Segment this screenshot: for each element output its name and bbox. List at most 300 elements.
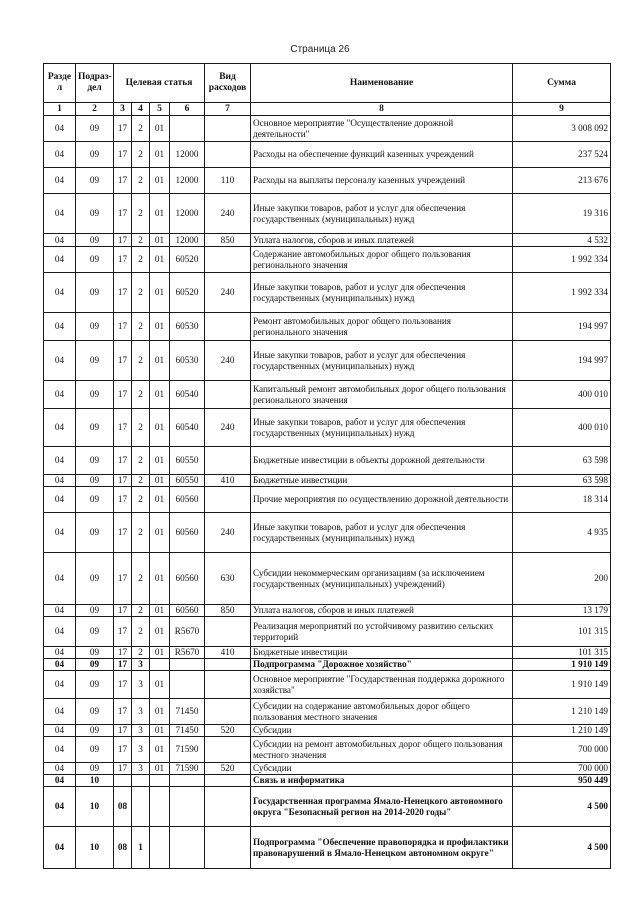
naimenovanie-cell: Уплата налогов, сборов и иных платежей xyxy=(251,605,513,617)
summa-cell: 4 500 xyxy=(513,787,611,827)
podrazdel-cell: 09 xyxy=(76,671,114,699)
statya-subprogram-cell: 2 xyxy=(132,142,150,168)
podrazdel-cell: 09 xyxy=(76,553,114,605)
table-body xyxy=(44,116,611,869)
statya-subprogram-cell: 2 xyxy=(132,513,150,553)
header-podrazdel: Подраз- дел xyxy=(76,64,114,103)
naimenovanie-cell: Ремонт автомобильных дорог общего пользования регионального значения xyxy=(251,313,513,341)
podrazdel-cell: 09 xyxy=(76,116,114,142)
statya-program-cell: 17 xyxy=(114,194,132,234)
header-summa: Сумма xyxy=(513,64,611,103)
summa-cell: 1 992 334 xyxy=(513,273,611,313)
table-row xyxy=(44,381,611,409)
statya-subprogram-cell: 2 xyxy=(132,273,150,313)
razdel-cell: 04 xyxy=(44,659,76,671)
summa-cell: 200 xyxy=(513,553,611,605)
summa-cell: 213 676 xyxy=(513,168,611,194)
statya-event-cell: 01 xyxy=(150,671,170,699)
statya-direction-cell: 71590 xyxy=(170,737,205,763)
summa-cell: 1 210 149 xyxy=(513,725,611,737)
podrazdel-cell: 09 xyxy=(76,247,114,273)
statya-direction-cell: 60530 xyxy=(170,341,205,381)
statya-subprogram-cell: 3 xyxy=(132,671,150,699)
statya-subprogram-cell: 2 xyxy=(132,553,150,605)
vid-rashodov-cell: 520 xyxy=(205,725,251,737)
statya-direction-cell xyxy=(170,116,205,142)
statya-event-cell: 01 xyxy=(150,763,170,775)
statya-direction-cell xyxy=(170,659,205,671)
naimenovanie-cell: Иные закупки товаров, работ и услуг для обеспечения государственных (муниципальных) нужд xyxy=(251,194,513,234)
statya-event-cell xyxy=(150,659,170,671)
razdel-cell: 04 xyxy=(44,487,76,513)
podrazdel-cell: 09 xyxy=(76,475,114,487)
razdel-cell: 04 xyxy=(44,725,76,737)
naimenovanie-cell: Иные закупки товаров, работ и услуг для обеспечения государственных (муниципальных) нужд xyxy=(251,513,513,553)
table-header-row xyxy=(44,64,611,103)
summa-cell: 101 315 xyxy=(513,617,611,647)
table-row xyxy=(44,409,611,447)
table-row xyxy=(44,447,611,475)
statya-direction-cell: 12000 xyxy=(170,234,205,247)
podrazdel-cell: 10 xyxy=(76,827,114,869)
statya-subprogram-cell: 2 xyxy=(132,447,150,475)
table-row xyxy=(44,671,611,699)
statya-subprogram-cell: 2 xyxy=(132,605,150,617)
statya-program-cell: 17 xyxy=(114,659,132,671)
razdel-cell: 04 xyxy=(44,381,76,409)
podrazdel-cell: 09 xyxy=(76,341,114,381)
vid-rashodov-cell xyxy=(205,775,251,787)
razdel-cell: 04 xyxy=(44,787,76,827)
statya-program-cell: 08 xyxy=(114,827,132,869)
statya-event-cell: 01 xyxy=(150,647,170,659)
podrazdel-cell: 09 xyxy=(76,647,114,659)
table-row xyxy=(44,763,611,775)
razdel-cell: 04 xyxy=(44,447,76,475)
naimenovanie-cell: Иные закупки товаров, работ и услуг для обеспечения государственных (муниципальных) нужд xyxy=(251,341,513,381)
statya-direction-cell xyxy=(170,827,205,869)
vid-rashodov-cell xyxy=(205,247,251,273)
podrazdel-cell: 09 xyxy=(76,763,114,775)
summa-cell: 194 997 xyxy=(513,313,611,341)
summa-cell: 950 449 xyxy=(513,775,611,787)
statya-program-cell: 17 xyxy=(114,513,132,553)
statya-subprogram-cell: 3 xyxy=(132,659,150,671)
summa-cell: 700 000 xyxy=(513,763,611,775)
statya-subprogram-cell: 2 xyxy=(132,341,150,381)
table-row xyxy=(44,142,611,168)
statya-program-cell: 17 xyxy=(114,617,132,647)
razdel-cell: 04 xyxy=(44,313,76,341)
podrazdel-cell: 09 xyxy=(76,194,114,234)
statya-event-cell xyxy=(150,827,170,869)
statya-event-cell: 01 xyxy=(150,475,170,487)
statya-program-cell: 17 xyxy=(114,247,132,273)
razdel-cell: 04 xyxy=(44,763,76,775)
vid-rashodov-cell xyxy=(205,313,251,341)
statya-subprogram-cell: 2 xyxy=(132,247,150,273)
vid-rashodov-cell xyxy=(205,617,251,647)
summa-cell: 63 598 xyxy=(513,475,611,487)
statya-event-cell: 01 xyxy=(150,381,170,409)
statya-subprogram-cell: 2 xyxy=(132,617,150,647)
statya-program-cell: 17 xyxy=(114,553,132,605)
podrazdel-cell: 09 xyxy=(76,737,114,763)
statya-direction-cell xyxy=(170,671,205,699)
statya-subprogram-cell: 3 xyxy=(132,763,150,775)
vid-rashodov-cell: 240 xyxy=(205,341,251,381)
statya-program-cell xyxy=(114,775,132,787)
naimenovanie-cell: Государственная программа Ямало-Ненецкого автономного округа "Безопасный регион на 2014-2020 годы" xyxy=(251,787,513,827)
summa-cell: 1 910 149 xyxy=(513,659,611,671)
table-row xyxy=(44,737,611,763)
vid-rashodov-cell: 520 xyxy=(205,763,251,775)
summa-cell: 4 935 xyxy=(513,513,611,553)
statya-direction-cell: R5670 xyxy=(170,647,205,659)
statya-event-cell xyxy=(150,787,170,827)
razdel-cell: 04 xyxy=(44,194,76,234)
vid-rashodov-cell: 410 xyxy=(205,647,251,659)
naimenovanie-cell: Связь и информатика xyxy=(251,775,513,787)
statya-program-cell: 08 xyxy=(114,787,132,827)
vid-rashodov-cell xyxy=(205,381,251,409)
statya-program-cell: 17 xyxy=(114,737,132,763)
razdel-cell: 04 xyxy=(44,234,76,247)
statya-subprogram-cell: 2 xyxy=(132,194,150,234)
podrazdel-cell: 09 xyxy=(76,168,114,194)
naimenovanie-cell: Бюджетные инвестиции xyxy=(251,475,513,487)
table-row xyxy=(44,116,611,142)
summa-cell: 3 008 092 xyxy=(513,116,611,142)
table-row xyxy=(44,168,611,194)
naimenovanie-cell: Бюджетные инвестиции xyxy=(251,647,513,659)
statya-event-cell: 01 xyxy=(150,116,170,142)
vid-rashodov-cell: 630 xyxy=(205,553,251,605)
table-row xyxy=(44,273,611,313)
statya-subprogram-cell: 2 xyxy=(132,234,150,247)
podrazdel-cell: 09 xyxy=(76,617,114,647)
statya-event-cell: 01 xyxy=(150,247,170,273)
podrazdel-cell: 09 xyxy=(76,659,114,671)
vid-rashodov-cell xyxy=(205,827,251,869)
statya-subprogram-cell: 2 xyxy=(132,381,150,409)
statya-direction-cell: 60520 xyxy=(170,247,205,273)
statya-event-cell: 01 xyxy=(150,168,170,194)
razdel-cell: 04 xyxy=(44,553,76,605)
statya-direction-cell: 60560 xyxy=(170,553,205,605)
statya-subprogram-cell: 2 xyxy=(132,116,150,142)
statya-program-cell: 17 xyxy=(114,313,132,341)
summa-cell: 194 997 xyxy=(513,341,611,381)
statya-program-cell: 17 xyxy=(114,725,132,737)
statya-subprogram-cell: 1 xyxy=(132,827,150,869)
statya-subprogram-cell: 2 xyxy=(132,487,150,513)
summa-cell: 4 500 xyxy=(513,827,611,869)
vid-rashodov-cell xyxy=(205,671,251,699)
table-row xyxy=(44,787,611,827)
table-row xyxy=(44,659,611,671)
summa-cell: 19 316 xyxy=(513,194,611,234)
table-row xyxy=(44,487,611,513)
vid-rashodov-cell: 110 xyxy=(205,168,251,194)
razdel-cell: 04 xyxy=(44,647,76,659)
statya-direction-cell: 71450 xyxy=(170,725,205,737)
statya-program-cell: 17 xyxy=(114,671,132,699)
podrazdel-cell: 09 xyxy=(76,273,114,313)
naimenovanie-cell: Субсидии на ремонт автомобильных дорог общего пользования местного значения xyxy=(251,737,513,763)
header-razdel: Разде л xyxy=(44,64,76,103)
podrazdel-cell: 09 xyxy=(76,699,114,725)
podrazdel-cell: 10 xyxy=(76,775,114,787)
col-number: 6 xyxy=(170,103,205,116)
podrazdel-cell: 09 xyxy=(76,381,114,409)
statya-program-cell: 17 xyxy=(114,487,132,513)
summa-cell: 1 210 149 xyxy=(513,699,611,725)
razdel-cell: 04 xyxy=(44,827,76,869)
statya-program-cell: 17 xyxy=(114,475,132,487)
statya-program-cell: 17 xyxy=(114,699,132,725)
statya-direction-cell: 60560 xyxy=(170,487,205,513)
table-row xyxy=(44,313,611,341)
statya-event-cell: 01 xyxy=(150,313,170,341)
col-number: 8 xyxy=(251,103,513,116)
summa-cell: 1 992 334 xyxy=(513,247,611,273)
razdel-cell: 04 xyxy=(44,247,76,273)
naimenovanie-cell: Уплата налогов, сборов и иных платежей xyxy=(251,234,513,247)
vid-rashodov-cell: 410 xyxy=(205,475,251,487)
vid-rashodov-cell xyxy=(205,699,251,725)
naimenovanie-cell: Реализация мероприятий по устойчивому развитию сельских территорий xyxy=(251,617,513,647)
statya-subprogram-cell: 2 xyxy=(132,647,150,659)
statya-subprogram-cell: 2 xyxy=(132,313,150,341)
col-number: 7 xyxy=(205,103,251,116)
statya-direction-cell: 12000 xyxy=(170,142,205,168)
vid-rashodov-cell: 240 xyxy=(205,194,251,234)
statya-event-cell: 01 xyxy=(150,447,170,475)
razdel-cell: 04 xyxy=(44,116,76,142)
podrazdel-cell: 10 xyxy=(76,787,114,827)
statya-event-cell: 01 xyxy=(150,617,170,647)
naimenovanie-cell: Подпрограмма "Дорожное хозяйство" xyxy=(251,659,513,671)
summa-cell: 237 524 xyxy=(513,142,611,168)
naimenovanie-cell: Капитальный ремонт автомобильных дорог общего пользования регионального значения xyxy=(251,381,513,409)
statya-program-cell: 17 xyxy=(114,605,132,617)
statya-subprogram-cell: 2 xyxy=(132,475,150,487)
summa-cell: 4 532 xyxy=(513,234,611,247)
razdel-cell: 04 xyxy=(44,273,76,313)
statya-event-cell: 01 xyxy=(150,513,170,553)
summa-cell: 1 910 149 xyxy=(513,671,611,699)
table-row xyxy=(44,827,611,869)
statya-direction-cell: 60520 xyxy=(170,273,205,313)
summa-cell: 18 314 xyxy=(513,487,611,513)
statya-program-cell: 17 xyxy=(114,168,132,194)
statya-direction-cell: 60540 xyxy=(170,409,205,447)
vid-rashodov-cell xyxy=(205,659,251,671)
razdel-cell: 04 xyxy=(44,605,76,617)
podrazdel-cell: 09 xyxy=(76,725,114,737)
podrazdel-cell: 09 xyxy=(76,409,114,447)
statya-direction-cell: 60560 xyxy=(170,605,205,617)
podrazdel-cell: 09 xyxy=(76,313,114,341)
statya-program-cell: 17 xyxy=(114,409,132,447)
naimenovanie-cell: Прочие мероприятия по осуществлению дорожной деятельности xyxy=(251,487,513,513)
summa-cell: 101 315 xyxy=(513,647,611,659)
statya-direction-cell: 60550 xyxy=(170,447,205,475)
statya-subprogram-cell: 2 xyxy=(132,409,150,447)
summa-cell: 13 179 xyxy=(513,605,611,617)
razdel-cell: 04 xyxy=(44,671,76,699)
col-number: 3 xyxy=(114,103,132,116)
statya-event-cell xyxy=(150,775,170,787)
vid-rashodov-cell: 240 xyxy=(205,273,251,313)
statya-program-cell: 17 xyxy=(114,116,132,142)
podrazdel-cell: 09 xyxy=(76,142,114,168)
table-row xyxy=(44,247,611,273)
podrazdel-cell: 09 xyxy=(76,234,114,247)
statya-program-cell: 17 xyxy=(114,142,132,168)
statya-direction-cell: 60540 xyxy=(170,381,205,409)
statya-event-cell: 01 xyxy=(150,273,170,313)
header-naimenovanie: Наименование xyxy=(251,64,513,103)
table-row xyxy=(44,234,611,247)
statya-direction-cell: 71450 xyxy=(170,699,205,725)
statya-program-cell: 17 xyxy=(114,763,132,775)
razdel-cell: 04 xyxy=(44,737,76,763)
statya-subprogram-cell: 3 xyxy=(132,725,150,737)
statya-event-cell: 01 xyxy=(150,725,170,737)
statya-subprogram-cell xyxy=(132,775,150,787)
statya-subprogram-cell: 2 xyxy=(132,168,150,194)
table-row xyxy=(44,194,611,234)
table-row xyxy=(44,475,611,487)
column-number-row xyxy=(44,103,611,116)
header-vid-rashodov: Вид расходов xyxy=(205,64,251,103)
podrazdel-cell: 09 xyxy=(76,605,114,617)
statya-subprogram-cell: 3 xyxy=(132,737,150,763)
razdel-cell: 04 xyxy=(44,617,76,647)
statya-event-cell: 01 xyxy=(150,142,170,168)
statya-event-cell: 01 xyxy=(150,605,170,617)
col-number: 4 xyxy=(132,103,150,116)
naimenovanie-cell: Расходы на обеспечение функций казенных учреждений xyxy=(251,142,513,168)
statya-event-cell: 01 xyxy=(150,409,170,447)
naimenovanie-cell: Иные закупки товаров, работ и услуг для обеспечения государственных (муниципальных) нужд xyxy=(251,409,513,447)
table-row xyxy=(44,553,611,605)
statya-program-cell: 17 xyxy=(114,341,132,381)
statya-subprogram-cell xyxy=(132,787,150,827)
col-number: 2 xyxy=(76,103,114,116)
summa-cell: 400 010 xyxy=(513,381,611,409)
vid-rashodov-cell: 240 xyxy=(205,409,251,447)
vid-rashodov-cell: 850 xyxy=(205,605,251,617)
naimenovanie-cell: Основное мероприятие "Осуществление дорожной деятельности" xyxy=(251,116,513,142)
table-row xyxy=(44,775,611,787)
table-row xyxy=(44,605,611,617)
razdel-cell: 04 xyxy=(44,341,76,381)
vid-rashodov-cell xyxy=(205,787,251,827)
statya-event-cell: 01 xyxy=(150,487,170,513)
vid-rashodov-cell xyxy=(205,116,251,142)
razdel-cell: 04 xyxy=(44,168,76,194)
table-row xyxy=(44,341,611,381)
vid-rashodov-cell xyxy=(205,487,251,513)
statya-direction-cell: 60530 xyxy=(170,313,205,341)
naimenovanie-cell: Подпрограмма "Обеспечение правопорядка и профилактики правонарушений в Ямало-Ненецком автономном округе" xyxy=(251,827,513,869)
col-number: 5 xyxy=(150,103,170,116)
naimenovanie-cell: Субсидии на содержание автомобильных дорог общего пользования местного значения xyxy=(251,699,513,725)
summa-cell: 400 010 xyxy=(513,409,611,447)
statya-program-cell: 17 xyxy=(114,381,132,409)
razdel-cell: 04 xyxy=(44,409,76,447)
naimenovanie-cell: Субсидии xyxy=(251,725,513,737)
statya-event-cell: 01 xyxy=(150,699,170,725)
podrazdel-cell: 09 xyxy=(76,447,114,475)
vid-rashodov-cell: 240 xyxy=(205,513,251,553)
statya-event-cell: 01 xyxy=(150,341,170,381)
vid-rashodov-cell xyxy=(205,447,251,475)
vid-rashodov-cell: 850 xyxy=(205,234,251,247)
statya-subprogram-cell: 3 xyxy=(132,699,150,725)
razdel-cell: 04 xyxy=(44,142,76,168)
statya-program-cell: 17 xyxy=(114,273,132,313)
col-number: 1 xyxy=(44,103,76,116)
statya-direction-cell xyxy=(170,787,205,827)
statya-direction-cell: 12000 xyxy=(170,168,205,194)
statya-event-cell: 01 xyxy=(150,234,170,247)
statya-program-cell: 17 xyxy=(114,447,132,475)
table-row xyxy=(44,725,611,737)
razdel-cell: 04 xyxy=(44,699,76,725)
vid-rashodov-cell xyxy=(205,142,251,168)
razdel-cell: 04 xyxy=(44,475,76,487)
statya-direction-cell: 12000 xyxy=(170,194,205,234)
naimenovanie-cell: Субсидии некоммерческим организациям (за исключением государственных (муниципальных) учреждений) xyxy=(251,553,513,605)
statya-program-cell: 17 xyxy=(114,234,132,247)
table-row xyxy=(44,647,611,659)
page-number-label: Страница 26 xyxy=(290,44,350,55)
col-number: 9 xyxy=(513,103,611,116)
naimenovanie-cell: Бюджетные инвестиции в объекты дорожной деятельности xyxy=(251,447,513,475)
statya-direction-cell: R5670 xyxy=(170,617,205,647)
statya-program-cell: 17 xyxy=(114,647,132,659)
statya-direction-cell: 60550 xyxy=(170,475,205,487)
podrazdel-cell: 09 xyxy=(76,487,114,513)
statya-event-cell: 01 xyxy=(150,553,170,605)
summa-cell: 63 598 xyxy=(513,447,611,475)
summa-cell: 700 000 xyxy=(513,737,611,763)
header-celevaya-statya: Целевая статья xyxy=(114,64,205,103)
naimenovanie-cell: Иные закупки товаров, работ и услуг для обеспечения государственных (муниципальных) нужд xyxy=(251,273,513,313)
vid-rashodov-cell xyxy=(205,737,251,763)
statya-direction-cell xyxy=(170,775,205,787)
table-row xyxy=(44,699,611,725)
budget-table xyxy=(43,63,611,869)
statya-event-cell: 01 xyxy=(150,737,170,763)
statya-direction-cell: 71590 xyxy=(170,763,205,775)
statya-direction-cell: 60560 xyxy=(170,513,205,553)
statya-event-cell: 01 xyxy=(150,194,170,234)
razdel-cell: 04 xyxy=(44,513,76,553)
table-row xyxy=(44,617,611,647)
table-row xyxy=(44,513,611,553)
naimenovanie-cell: Основное мероприятие "Государственная поддержка дорожного хозяйства" xyxy=(251,671,513,699)
naimenovanie-cell: Содержание автомобильных дорог общего пользования регионального значения xyxy=(251,247,513,273)
naimenovanie-cell: Расходы на выплаты персоналу казенных учреждений xyxy=(251,168,513,194)
podrazdel-cell: 09 xyxy=(76,513,114,553)
naimenovanie-cell: Субсидии xyxy=(251,763,513,775)
razdel-cell: 04 xyxy=(44,775,76,787)
